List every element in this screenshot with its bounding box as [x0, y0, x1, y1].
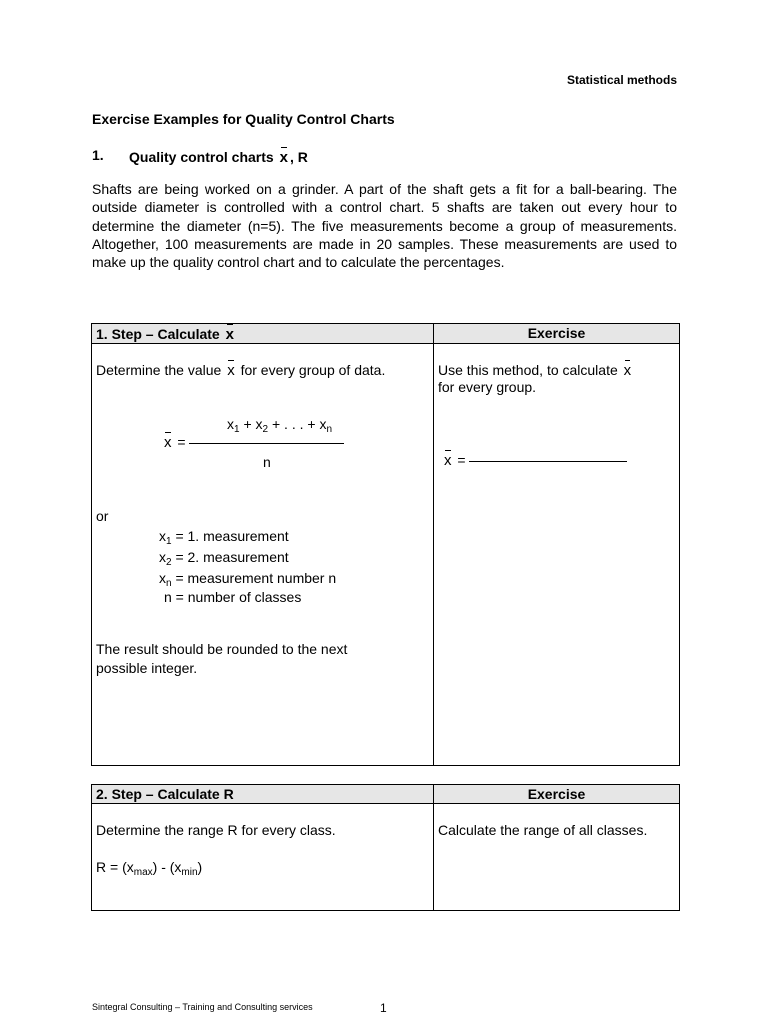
definition-n: n = number of classes	[164, 589, 302, 605]
range-formula	[96, 859, 202, 878]
definition-x1	[159, 528, 289, 547]
step2-determine: Determine the range R for every class.	[96, 822, 336, 838]
x-bar-symbol: x	[279, 149, 288, 166]
step1-exercise-line1	[438, 360, 633, 378]
step1-table	[91, 323, 680, 766]
rounding-note-line2: possible integer.	[96, 660, 198, 676]
step1-determine	[96, 360, 385, 378]
definition-xn	[159, 570, 336, 589]
formula-part: R = (x	[96, 859, 134, 875]
section-title	[129, 147, 308, 165]
formula-left-side	[162, 432, 344, 450]
step1-exercise-prefix: Use this method, to calculate	[438, 362, 618, 378]
section-number: 1.	[92, 147, 104, 163]
x-bar-symbol: x	[225, 326, 234, 343]
or-label: or	[96, 508, 109, 524]
running-header: Statistical methods	[566, 73, 677, 87]
exercise-answer-line	[442, 450, 627, 468]
def-text: = 1. measurement	[171, 528, 289, 544]
def-sub: n	[166, 578, 172, 589]
numerator-sub: 1	[234, 424, 240, 435]
step2-exercise-cell	[434, 804, 680, 911]
x-bar-symbol: x	[444, 452, 452, 469]
numerator-sub: 2	[262, 424, 269, 435]
formula-part: ) - (x	[152, 859, 182, 875]
formula-sub: max	[133, 867, 153, 878]
step2-header-left: 2. Step – Calculate R	[92, 785, 434, 804]
step2-exercise: Calculate the range of all classes.	[438, 822, 648, 838]
step1-determine-suffix: for every group of data.	[240, 362, 386, 378]
step2-header-right: Exercise	[434, 785, 680, 804]
section-title-prefix: Quality control charts	[129, 149, 274, 165]
section-title-suffix: , R	[289, 149, 308, 165]
def-var: x	[159, 528, 166, 544]
step1-determine-prefix: Determine the value	[96, 362, 222, 378]
step1-exercise-line2: for every group.	[438, 379, 537, 395]
def-var: x	[159, 570, 166, 586]
formula-sub: min	[181, 867, 198, 878]
fraction-line	[189, 443, 344, 444]
page-number: 1	[380, 1001, 387, 1015]
rounding-note-line1: The result should be rounded to the next	[96, 641, 348, 657]
step1-header-left	[92, 324, 434, 344]
equals-sign: =	[177, 434, 186, 450]
numerator-part: + x	[239, 416, 263, 432]
step1-header-text: 1. Step – Calculate	[96, 326, 220, 342]
definition-x2	[159, 549, 289, 568]
formula-part: )	[197, 859, 203, 875]
equals-sign: =	[457, 452, 466, 468]
step2-table	[91, 784, 680, 911]
step1-exercise-cell	[434, 344, 680, 766]
step1-header-right: Exercise	[434, 324, 680, 344]
step2-method-cell	[92, 804, 434, 911]
x-bar-symbol: x	[227, 362, 235, 379]
x-bar-symbol: x	[164, 434, 172, 451]
numerator-part: + . . . + x	[268, 416, 327, 432]
answer-blank[interactable]	[469, 461, 627, 462]
formula-denominator: n	[263, 454, 271, 470]
def-text: = measurement number n	[171, 570, 337, 586]
document-title: Exercise Examples for Quality Control Charts	[92, 111, 395, 127]
numerator-part: x	[227, 416, 234, 432]
step1-method-cell	[92, 344, 434, 766]
def-sub: 2	[166, 557, 172, 568]
numerator-sub: n	[326, 424, 333, 435]
x-bar-symbol: x	[623, 362, 632, 379]
def-sub: 1	[166, 536, 172, 547]
def-var: x	[159, 549, 166, 565]
def-text: = 2. measurement	[171, 549, 289, 565]
footer-company: Sintegral Consulting – Training and Consulting services	[92, 1002, 313, 1012]
intro-paragraph: Shafts are being worked on a grinder. A part of the shaft gets a fit for a ball-bearing. The outside diameter is controlled with a control chart. 5 shafts are taken out every hour to determine the diameter (n=5). The five measurements become a group of measurements. Altogether, 100 measurements are made in 20 samples. These measurements are used to make up the quality control chart and to calculate the percentages.	[92, 181, 677, 271]
